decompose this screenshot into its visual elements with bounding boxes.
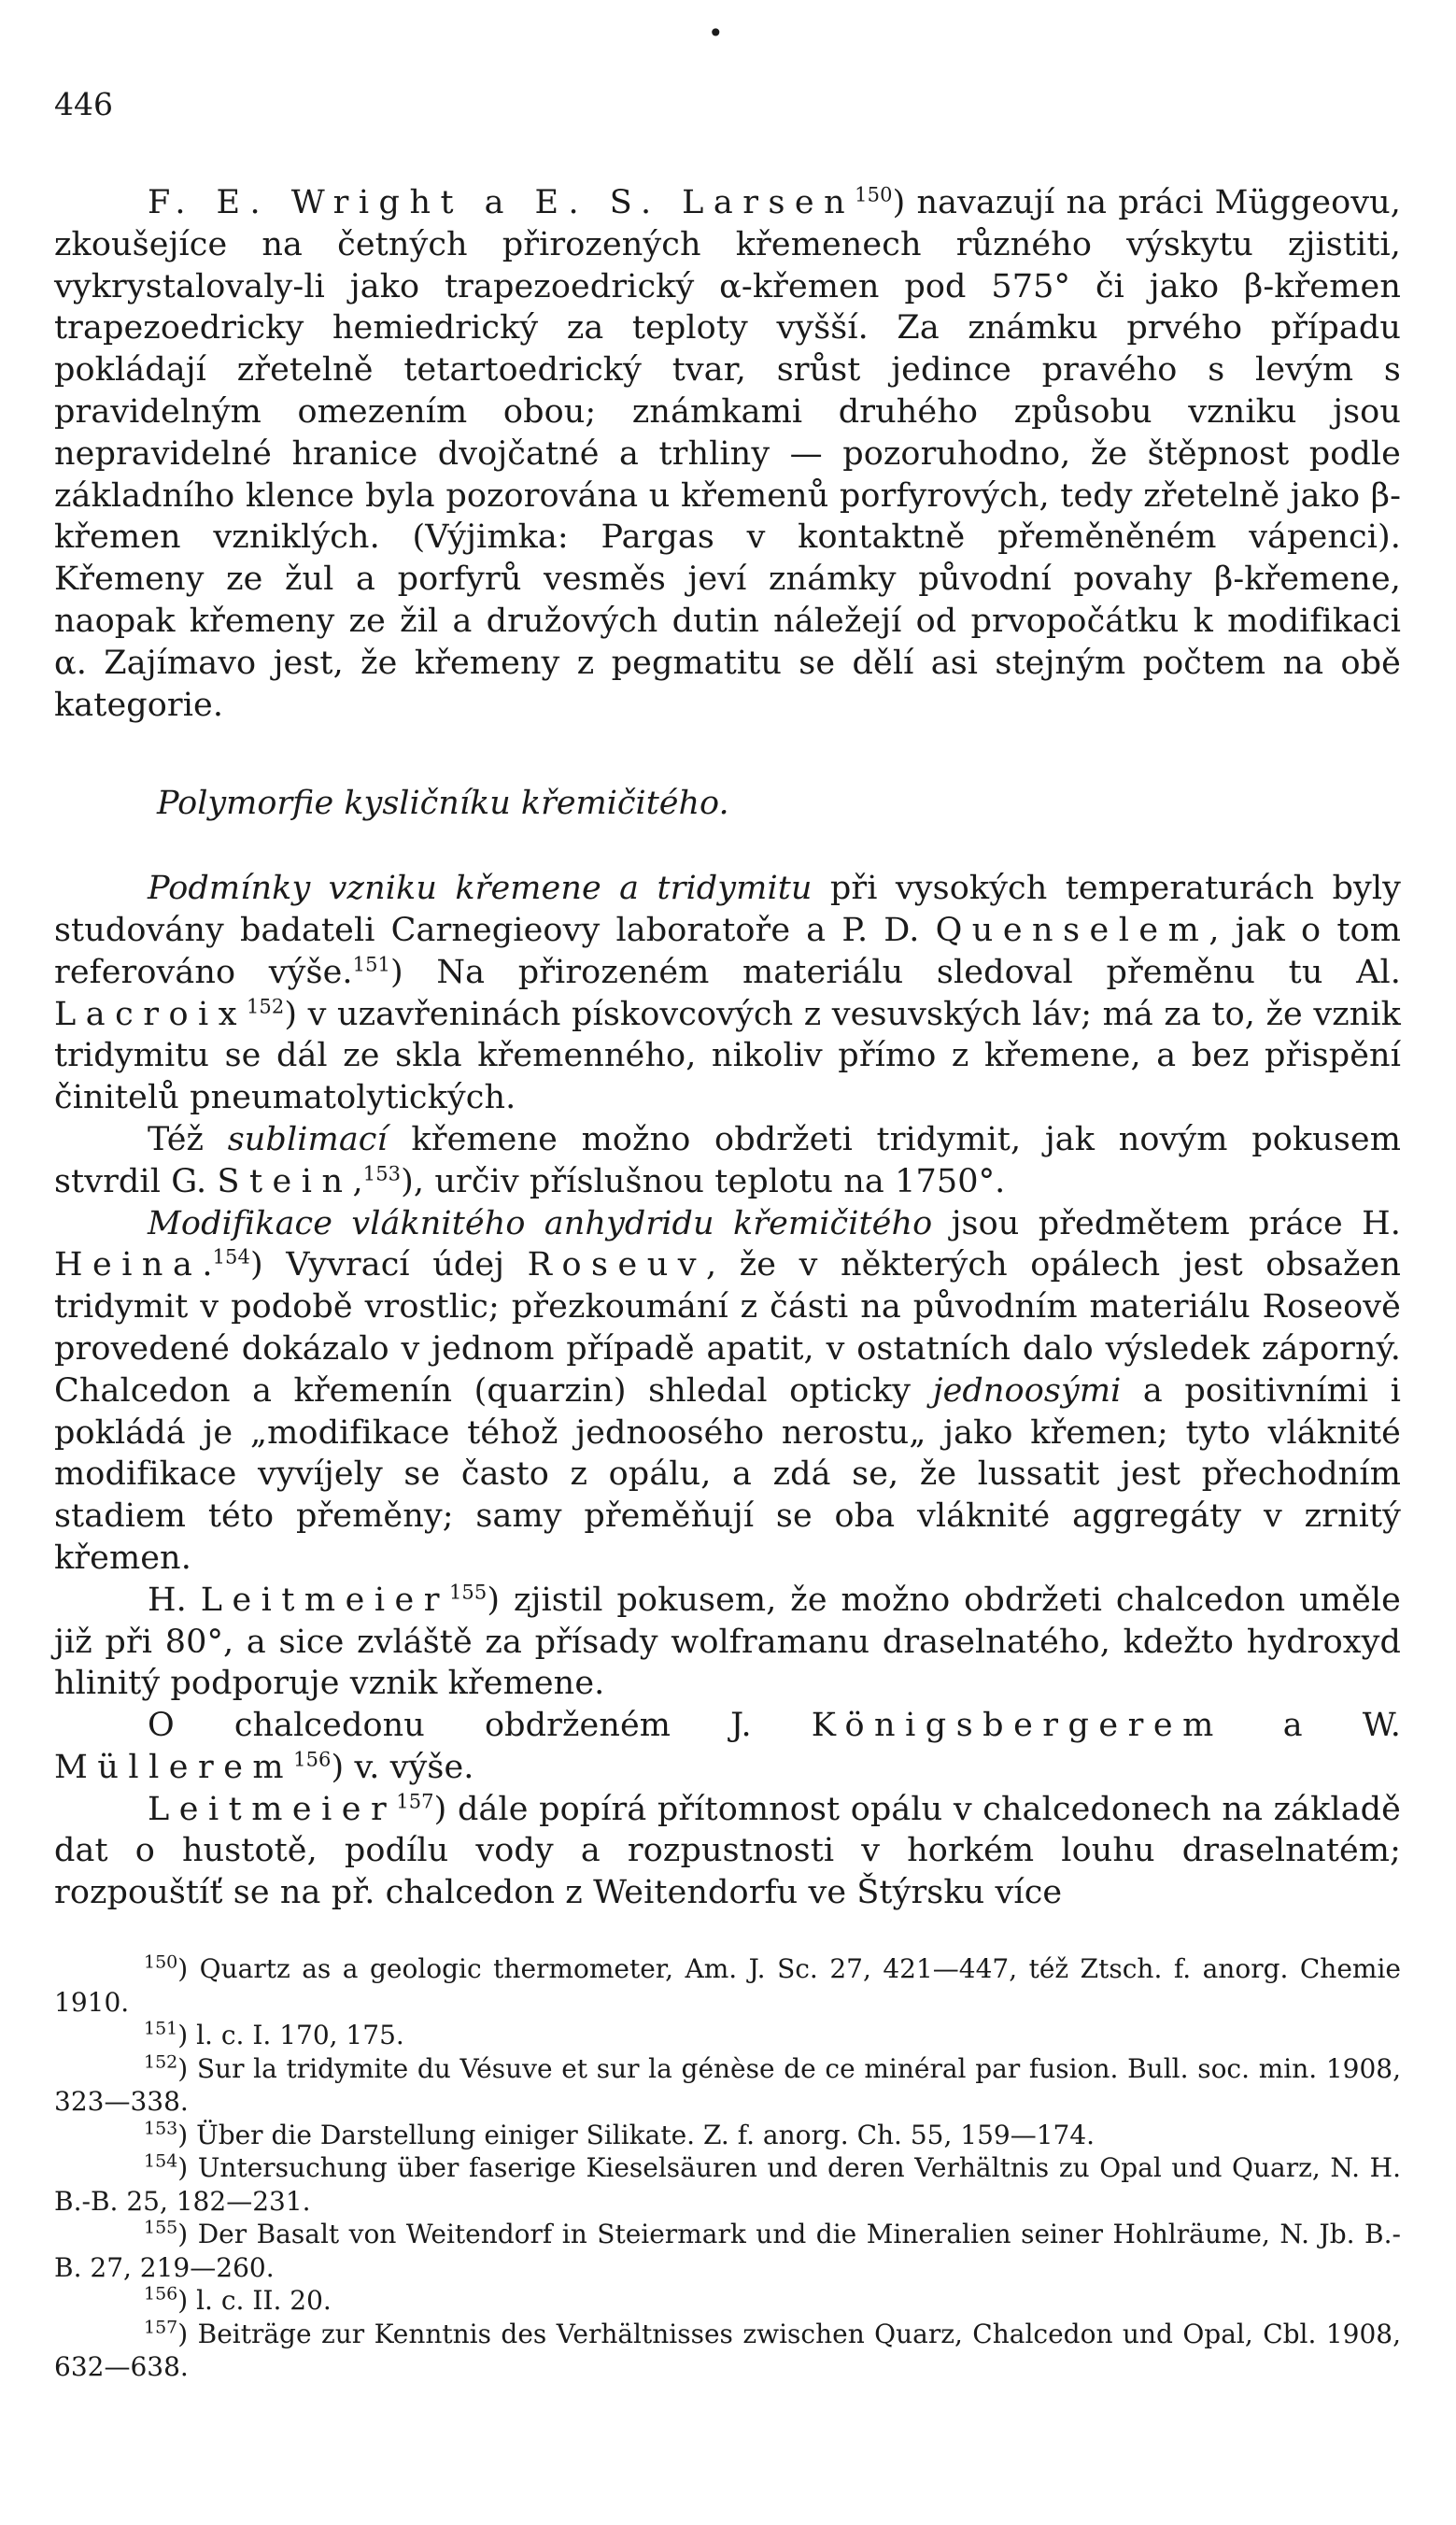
footnote-ref-157: 157 <box>396 1790 434 1813</box>
footnote-text: ) l. c. II. 20. <box>177 2285 332 2316</box>
paragraph-7 <box>54 1789 1401 1914</box>
section-heading: Polymorfie kysličníku křemičitého. <box>157 785 729 823</box>
footnote-150 <box>54 1952 1401 2019</box>
text-span: ) v. výše. <box>331 1748 474 1786</box>
italic-term: sublimací <box>227 1120 388 1158</box>
italic-term: jednoosými <box>932 1371 1122 1410</box>
footnote-153 <box>54 2119 1401 2152</box>
text-span: ), určiv příslušnou teplotu na 1750°. <box>401 1162 1006 1200</box>
footnote-mark: 150 <box>144 1951 178 1973</box>
text-span: křemene možno obdržeti tridymit, jak novým pokusem stvrdil G. <box>54 1120 1401 1200</box>
footnote-text: ) Beiträge zur Kenntnis des Verhältnisses zwischen Quarz, Chalcedon und Opal, Cbl. 1908, 632—638. <box>54 2318 1401 2382</box>
name-konigsberger: Königsbergerem <box>811 1707 1223 1745</box>
footnote-text: ) Untersuchung über faserige Kieselsäuren und deren Verhältnis zu Opal und Quarz, N. H. B.-B. 25, 182—231. <box>54 2152 1401 2217</box>
footnote-ref-154: 154 <box>212 1245 250 1269</box>
name-lacroix: Lacroix <box>54 995 247 1033</box>
text-span: , <box>352 1162 363 1200</box>
name-stein: Stein <box>217 1162 353 1200</box>
footnote-154 <box>54 2151 1401 2218</box>
paragraph-6 <box>54 1705 1401 1789</box>
footnote-157 <box>54 2318 1401 2384</box>
footnotes <box>54 1952 1401 2384</box>
footnote-ref-152: 152 <box>246 994 285 1017</box>
footnote-151 <box>54 2019 1401 2052</box>
name-leitmeier: Leitmeier <box>200 1581 449 1619</box>
footnote-mark: 153 <box>144 2118 178 2139</box>
footnote-text: ) Über die Darstellung einiger Silikate. Z. f. anorg. Ch. 55, 159—174. <box>177 2119 1096 2150</box>
italic-lead: Podmínky vzniku křemene a tridymitu <box>148 870 813 908</box>
footnote-ref-156: 156 <box>293 1748 332 1771</box>
paragraph-4 <box>54 1203 1401 1580</box>
footnote-ref-151: 151 <box>352 953 391 976</box>
footnote-156 <box>54 2284 1401 2318</box>
paragraph-1 <box>54 182 1401 726</box>
text-span: , že v některých opálech jest obsažen tridymit v podobě vrostlic; přezkoumání z části na původním materiálu Roseově provedené dokázalo v jednom případě apatit, v ostatních dalo výsledek záporný. Chalcedon a křemenín (quarzin) shledal opticky <box>54 1246 1401 1410</box>
footnote-text: ) l. c. I. 170, 175. <box>177 2020 404 2050</box>
text-span: . <box>202 1246 213 1284</box>
name-muller: Müllerem <box>54 1748 294 1786</box>
text-span: , jak o tom referováno výše. <box>54 911 1401 991</box>
footnote-155 <box>54 2218 1401 2284</box>
footnote-mark: 157 <box>144 2317 178 2338</box>
footnote-152 <box>54 2052 1401 2119</box>
footnote-mark: 151 <box>144 2018 178 2039</box>
name-leitmeier: Leitmeier <box>148 1790 397 1828</box>
footnote-text: ) Sur la tridymite du Vésuve et sur la génèse de ce minéral par fusion. Bull. soc. min. 1908, 323—338. <box>54 2052 1401 2117</box>
text-span: ) Na přirozeném materiálu sledoval přeměnu tu Al. <box>390 953 1401 991</box>
footnote-ref-153: 153 <box>362 1162 402 1185</box>
name-hein: Heina <box>54 1246 203 1284</box>
text-span: a W. <box>1223 1707 1401 1745</box>
footnote-text: ) Quartz as a geologic thermometer, Am. J. Sc. 27, 421—447, též Ztsch. f. anorg. Chemie 1910. <box>54 1953 1401 2018</box>
footnote-ref-155: 155 <box>448 1581 488 1604</box>
footnote-mark: 155 <box>144 2217 178 2238</box>
name-quensel: Quenselem <box>935 911 1209 949</box>
paragraph-1-text: ) navazují na práci Müggeovu, zkoušejíce na četných přirozených křemenech různého výskytu zjistiti, vykrystalovaly-li jako trapezoedrický α-křemen pod 575° či jako β-křemen trapezoedricky hemiedrický za teploty vyšší. Za známku prvého případu pokládají zřetelně tetartoedrický tvar, srůst jedince pravého s levým s pravidelným omezením obou; známkami druhého způsobu vzniku jsou nepravidelné hranice dvojčatné a trhliny — pozoruhodno, že štěpnost podle základního klence byla pozorována u křemenů porfyrových, tedy zřetelně jako β-křemen vzniklých. (Výjimka: Pargas v kontaktně přeměněném vápenci). Křemeny ze žul a porfyrů vesměs jeví známky původní povahy β-křemene, naopak křemeny ze žil a družových dutin náležejí od prvopočátku k modifikaci α. Zajímavo jest, že křemeny z pegmatitu se dělí asi stejným počtem na obě kategorie. <box>54 184 1401 724</box>
text-span: ) v uzavřeninách pískovcových z vesuvských láv; má za to, že vznik tridymitu se dál ze skla křemenného, nikoliv přímo z křemene, a bez přispění činitelů pneumatolytických. <box>54 995 1401 1117</box>
page-number: 446 <box>54 86 113 122</box>
name-rose: Roseuv <box>527 1246 707 1284</box>
text-span: Též <box>148 1120 228 1158</box>
text-span: H. <box>148 1581 201 1619</box>
footnote-mark: 152 <box>144 2051 178 2073</box>
text-span: jsou předmětem práce H. <box>932 1204 1401 1242</box>
text-span: O chalcedonu obdrženém J. <box>148 1707 812 1745</box>
paragraph-3 <box>54 1119 1401 1203</box>
paragraph-5 <box>54 1580 1401 1705</box>
author-names: F. E. Wright a E. S. Larsen <box>148 184 855 221</box>
text-span: ) zjistil pokusem, že možno obdržeti chalcedon uměle již při 80°, a sice zvláště za přísady wolframanu draselnatého, kdežto hydroxyd hlinitý podporuje vznik křemene. <box>54 1581 1401 1703</box>
footnote-ref-150: 150 <box>855 183 893 206</box>
footnote-mark: 156 <box>144 2283 178 2305</box>
paragraph-2 <box>54 868 1401 1119</box>
text-span: při vysokých temperaturách byly studovány badateli Carnegieovy laboratoře a P. D. <box>54 870 1401 949</box>
text-span: a positivními i pokládá je „modifikace téhož jednoosého nerostu„ jako křemen; tyto vláknité modifikace vyvíjely se často z opálu, a zdá se, že lussatit jest přechodním stadiem této přeměny; samy přeměňují se oba vláknité aggregáty v zrnitý křemen. <box>54 1371 1401 1577</box>
main-text <box>54 182 1401 1914</box>
italic-lead: Modifikace vláknitého anhydridu křemičitého <box>148 1204 933 1242</box>
text-span: ) Vyvrací údej <box>249 1246 528 1284</box>
footnote-text: ) Der Basalt von Weitendorf in Steiermark und die Mineralien seiner Hohlräume, N. Jb. B.-B. 27, 219—260. <box>54 2219 1401 2283</box>
top-mark: • <box>708 18 724 49</box>
text-span: ) dále popírá přítomnost opálu v chalcedonech na základě dat o hustotě, podílu vody a rozpustnosti v horkém louhu draselnatém; rozpouštíť se na př. chalcedon z Weitendorfu ve Štýrsku více <box>54 1790 1401 1912</box>
footnote-mark: 154 <box>144 2150 178 2172</box>
